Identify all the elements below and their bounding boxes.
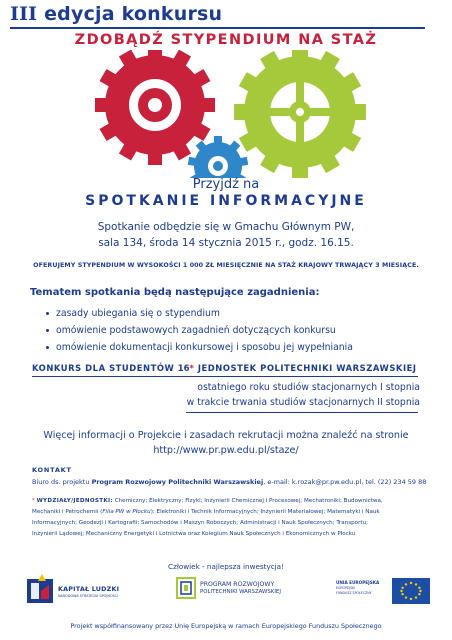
red-gear-icon — [95, 50, 215, 165]
edition-title — [10, 3, 222, 25]
faculties-italic: Filia PW w Płocku — [102, 509, 151, 515]
faculties-line-2 — [32, 509, 424, 515]
program-rozwojowy-icon — [176, 577, 196, 599]
edition-text: edycja konkursu — [44, 3, 223, 25]
eligibility-line-1: ostatniego roku studiów stacjonarnych I stopnia — [197, 382, 420, 393]
faculties-line-3: Informacyjnych; Geodezji i Kartografii; Samochodów i Maszyn Roboczych; Administracji i Nauk Społecznych; Transportu; — [32, 520, 369, 526]
venue-line-1: Spotkanie odbędzie się w Gmachu Głównym PW, — [97, 221, 355, 233]
green-gear-icon — [234, 50, 366, 178]
blue-gear-icon — [188, 136, 248, 180]
program-rozwojowy-logo — [176, 577, 288, 607]
faculties-text: Chemiczny; Elektryczny; Fizyki; Inżynierii Chemicznej i Procesowej; Mechatroniki; Budownictwa, — [114, 498, 383, 504]
contest-heading — [32, 363, 417, 373]
eu-line-1: UNIA EUROPEJSKA — [336, 580, 380, 585]
contest-part-2: JEDNOSTEK POLITECHNIKI WARSZAWSKIEJ — [197, 363, 417, 373]
divider — [186, 412, 418, 413]
faculties-text: Mechaniki i Petrochemii ( — [32, 509, 103, 515]
venue-line-2: sala 134, środa 14 stycznia 2015 r., godz. 16.15. — [98, 237, 354, 249]
program-rozwojowy-line-1: PROGRAM ROZWOJOWY — [200, 581, 275, 588]
edition-roman: III — [10, 3, 38, 25]
faculties-line-1 — [32, 498, 424, 504]
gears-illustration — [0, 50, 452, 180]
contact-prefix: Biuro ds. projektu — [32, 478, 90, 486]
program-rozwojowy-line-2: POLITECHNIKI WARSZAWSKIEJ — [200, 589, 281, 595]
eu-line-3: FUNDUSZ SPOŁECZNY — [336, 591, 372, 595]
eu-flag-icon — [392, 578, 430, 604]
topics-heading: Tematem spotkania będą następujące zagadnienia: — [30, 287, 320, 298]
headline: ZDOBĄDŹ STYPENDIUM NA STAŻ — [74, 32, 378, 48]
contact-heading: KONTAKT — [32, 466, 72, 474]
divider — [32, 376, 418, 377]
contest-number: 16 — [177, 363, 190, 373]
eu-logo — [334, 576, 434, 608]
faculties-label: WYDZIAŁY/JEDNOSTKI: — [36, 498, 113, 504]
invite-line: Przyjdź na — [192, 177, 260, 192]
funding-note: Projekt współfinansowany przez Unię Europejską w ramach Europejskiego Funduszu Społecznego — [70, 622, 382, 630]
faculties-text: ); Elektroniki i Technik Informacyjnych; Inżynierii Materiałowej; Matematyki i Nauk — [150, 509, 380, 515]
eligibility-line-2: w trakcie trwania studiów stacjonarnych II stopnia — [186, 397, 420, 408]
meeting-title: SPOTKANIE INFORMACYJNE — [85, 193, 367, 209]
topics-list — [46, 305, 353, 356]
faculties-line-4: Inżynierii Lądowej; Mechaniczny Energetyki i Lotnictwa oraz Kolegium Nauk Społecznych i Ekonomicznych w Płocku — [32, 531, 356, 537]
slogan: Człowiek - najlepsza inwestycja! — [168, 562, 284, 571]
project-url-link[interactable]: http://www.pr.pw.edu.pl/staze/ — [153, 445, 299, 456]
list-item: omówienie dokumentacji konkursowej i sposobu jej wypełniania — [46, 339, 353, 356]
contact-program: Program Rozwojowy Politechniki Warszawskiej — [91, 478, 264, 486]
kapital-ludzki-logo — [27, 573, 147, 607]
contest-part-1: KONKURS DLA STUDENTÓW — [32, 363, 175, 373]
contact-rest: , e-mail: k.rozak@pr.pw.edu.pl, tel. (22) 234 59 88 — [263, 478, 427, 486]
kapital-ludzki-name: KAPITAŁ LUDZKI — [58, 585, 120, 593]
kapital-ludzki-sub: NARODOWA STRATEGIA SPÓJNOŚCI — [58, 594, 119, 598]
eu-line-2: EUROPEJSKI — [336, 586, 356, 590]
title-rule — [10, 27, 425, 29]
list-item: zasady ubiegania się o stypendium — [46, 305, 353, 322]
stipend-offer: OFERUJEMY STYPENDIUM W WYSOKOŚCI 1 000 ZŁ MIESIĘCZNIE NA STAŻ KRAJOWY TRWAJĄCY 3 MIESIĄCE. — [33, 262, 419, 269]
asterisk: * — [189, 363, 195, 373]
more-info-text: Więcej informacji o Projekcie i zasadach rekrutacji można znaleźć na stronie — [43, 430, 409, 441]
list-item: omówienie podstawowych zagadnień dotyczących konkursu — [46, 322, 353, 339]
contact-details — [32, 478, 426, 486]
kapital-ludzki-icon — [27, 573, 55, 605]
asterisk: * — [32, 498, 35, 504]
